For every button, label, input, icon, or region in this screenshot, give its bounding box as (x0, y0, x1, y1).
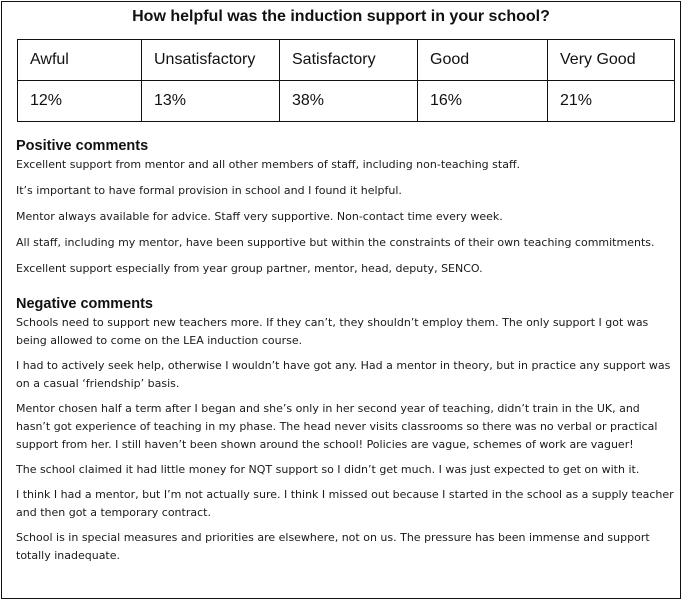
rating-value: 16% (418, 81, 548, 122)
negative-comment: I had to actively seek help, otherwise I wouldn’t have got any. Had a mentor in theory, but in practice any support was on a casual ‘friendship’ basis. (16, 359, 671, 390)
rating-value: 21% (548, 81, 675, 122)
negative-comment: The school claimed it had little money for NQT support so I didn’t get much. I was just expected to get on with it. (16, 463, 640, 476)
positive-comment: Excellent support especially from year group partner, mentor, head, deputy, SENCO. (16, 262, 483, 275)
positive-comments-section (16, 138, 676, 286)
negative-comment: Mentor chosen half a term after I began and she’s only in her second year of teaching, didn’t train in the UK, and hasn’t got experience of teaching in my phase. The head never visits classrooms so there was no verbal or practical support from her. I still haven’t been shown around the school! Policies are vague, schemes of work are vaguer! (16, 402, 658, 451)
ratings-table (17, 39, 675, 122)
rating-value: 13% (142, 81, 280, 122)
rating-label: Satisfactory (280, 40, 418, 81)
ratings-value-row (18, 81, 675, 122)
negative-comment: I think I had a mentor, but I’m not actually sure. I think I missed out because I started in the school as a supply teacher and then got a temporary contract. (16, 488, 674, 519)
survey-question-title: How helpful was the induction support in your school? (132, 8, 550, 25)
ratings-label-row (18, 40, 675, 81)
rating-label: Very Good (548, 40, 675, 81)
positive-comment: Excellent support from mentor and all other members of staff, including non-teaching staff. (16, 158, 521, 171)
negative-comment: School is in special measures and priorities are elsewhere, not on us. The pressure has been immense and support totally inadequate. (16, 531, 650, 562)
rating-label: Unsatisfactory (142, 40, 280, 81)
negative-comments-section (16, 296, 676, 572)
positive-comments-heading: Positive comments (16, 138, 149, 154)
rating-label: Good (418, 40, 548, 81)
rating-value: 38% (280, 81, 418, 122)
negative-comments-heading: Negative comments (16, 296, 153, 312)
rating-value: 12% (18, 81, 142, 122)
survey-panel (1, 1, 681, 599)
positive-comment: All staff, including my mentor, have been supportive but within the constraints of their own teaching commitments. (16, 236, 655, 249)
rating-label: Awful (18, 40, 142, 81)
positive-comment: Mentor always available for advice. Staff very supportive. Non-contact time every week. (16, 210, 503, 223)
negative-comment: Schools need to support new teachers more. If they can’t, they shouldn’t employ them. The only support I got was being allowed to come on the LEA induction course. (16, 316, 649, 347)
positive-comment: It’s important to have formal provision in school and I found it helpful. (16, 184, 402, 197)
